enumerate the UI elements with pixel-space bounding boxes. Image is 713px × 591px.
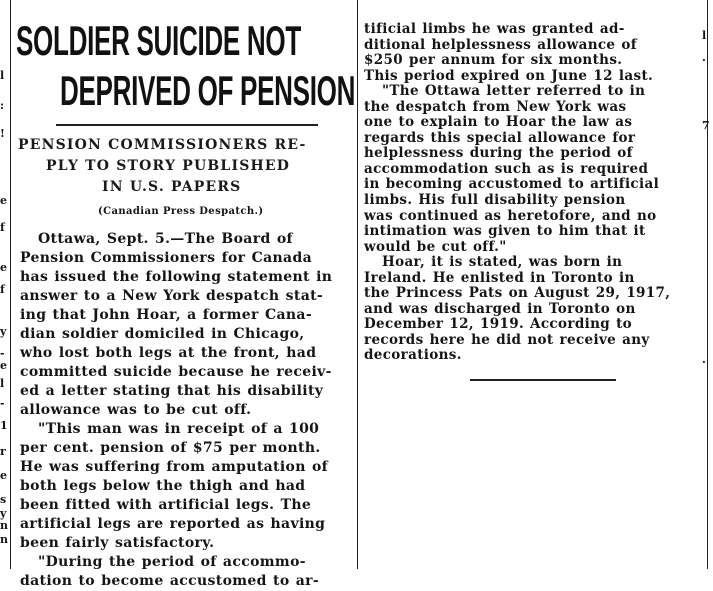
column-rule-middle [357,0,358,569]
text-line: "During the period of accommo- [38,554,306,570]
subhead-line-3: IN U.S. PAPERS [102,179,242,195]
headline-line-2: DEPRIVED OF PENSION [60,67,356,114]
edge-fragment: n [0,519,8,532]
column-rule-left [10,0,11,569]
text-line: and was discharged in Toronto on [364,300,636,317]
edge-fragment: r [0,445,6,458]
edge-fragment: . [702,353,706,366]
text-line: allowance was to be cut off. [20,402,252,418]
article-end-rule [470,379,616,381]
text-line: who lost both legs at the front, had [20,345,317,361]
text-line: one to explain to Hoar the law as [364,114,633,131]
text-line: ditional helplessness allowance of [364,36,637,53]
left-column-fragments [0,0,10,569]
subhead-line-2: PLY TO STORY PUBLISHED [46,158,291,174]
edge-fragment: f [0,221,5,234]
text-line: accommodation such as is required [364,160,649,177]
column-1-body [20,230,358,591]
text-line: the despatch from New York was [364,98,627,115]
dispatch-credit: (Canadian Press Despatch.) [98,206,264,217]
column-rule-right [707,0,708,569]
edge-fragment: : [0,99,5,112]
text-line: dation to become accustomed to ar- [20,573,320,589]
edge-fragment: 7 [702,119,710,132]
edge-fragment: e [0,359,7,372]
text-line: "This man was in receipt of a 100 [38,421,320,437]
text-line: the Princess Pats on August 29, 1917, [364,285,671,302]
text-line: ing that John Hoar, a former Cana- [20,307,312,323]
text-line: been fitted with artificial legs. The [20,497,312,513]
edge-fragment: y [0,507,7,520]
text-line: was continued as heretofore, and no [364,207,657,224]
edge-fragment: e [0,194,7,207]
text-line: "The Ottawa letter referred to in [382,83,646,100]
text-line: ed a letter stating that his disability [20,383,324,399]
text-line: both legs below the thigh and had [20,478,306,494]
subhead-line-1: PENSION COMMISSIONERS RE- [18,137,307,153]
text-line: has issued the following statement in [20,269,333,285]
text-line: Pension Commissioners for Canada [20,250,313,266]
edge-fragment: - [0,397,5,410]
text-line: helplessness during the period of [364,145,633,162]
text-line: This period expired on June 12 last. [364,67,654,84]
text-line: December 12, 1919. According to [364,316,633,333]
headline-line-1: SOLDIER SUICIDE NOT [16,17,301,64]
text-line: regards this special allowance for [364,129,636,146]
edge-fragment: - [0,347,5,360]
text-line: would be cut off." [364,238,507,255]
text-line: Ireland. He enlisted in Toronto in [364,269,635,286]
text-line: intimation was given to him that it [364,223,646,240]
text-line: dian soldier domiciled in Chicago, [20,326,305,342]
text-line: records here he did not receive any [364,331,650,348]
edge-fragment: 1 [0,419,8,432]
text-line: answer to a New York despatch stat- [20,288,324,304]
text-line: artificial legs are reported as having [20,516,326,532]
text-line: He was suffering from amputation of [20,459,329,475]
edge-fragment: . [702,51,706,64]
text-line: per cent. pension of $75 per month. [20,440,321,456]
text-line: decorations. [364,347,462,364]
text-line: tificial limbs he was granted ad- [364,21,625,37]
headline-rule [56,124,318,126]
text-line: limbs. His full disability pension [364,192,626,209]
text-line: been fairly satisfactory. [20,535,215,551]
edge-fragment: l [0,69,5,82]
edge-fragment: e [0,469,7,482]
edge-fragment: s [0,493,7,506]
edge-fragment: f [0,283,5,296]
text-line: committed suicide because he receiv- [20,364,332,380]
text-line: in becoming accustomed to artificial [364,176,660,193]
edge-fragment: n [0,533,8,546]
edge-fragment: e [0,261,7,274]
edge-fragment: l [702,29,707,42]
text-line: Hoar, it is stated, was born in [382,254,623,271]
text-line: Ottawa, Sept. 5.—The Board of [38,231,293,247]
edge-fragment: l [0,377,5,390]
article-column-2 [364,22,700,364]
edge-fragment: y [0,325,7,338]
edge-fragment: ! [0,127,5,140]
text-line: $250 per annum for six months. [364,52,623,69]
